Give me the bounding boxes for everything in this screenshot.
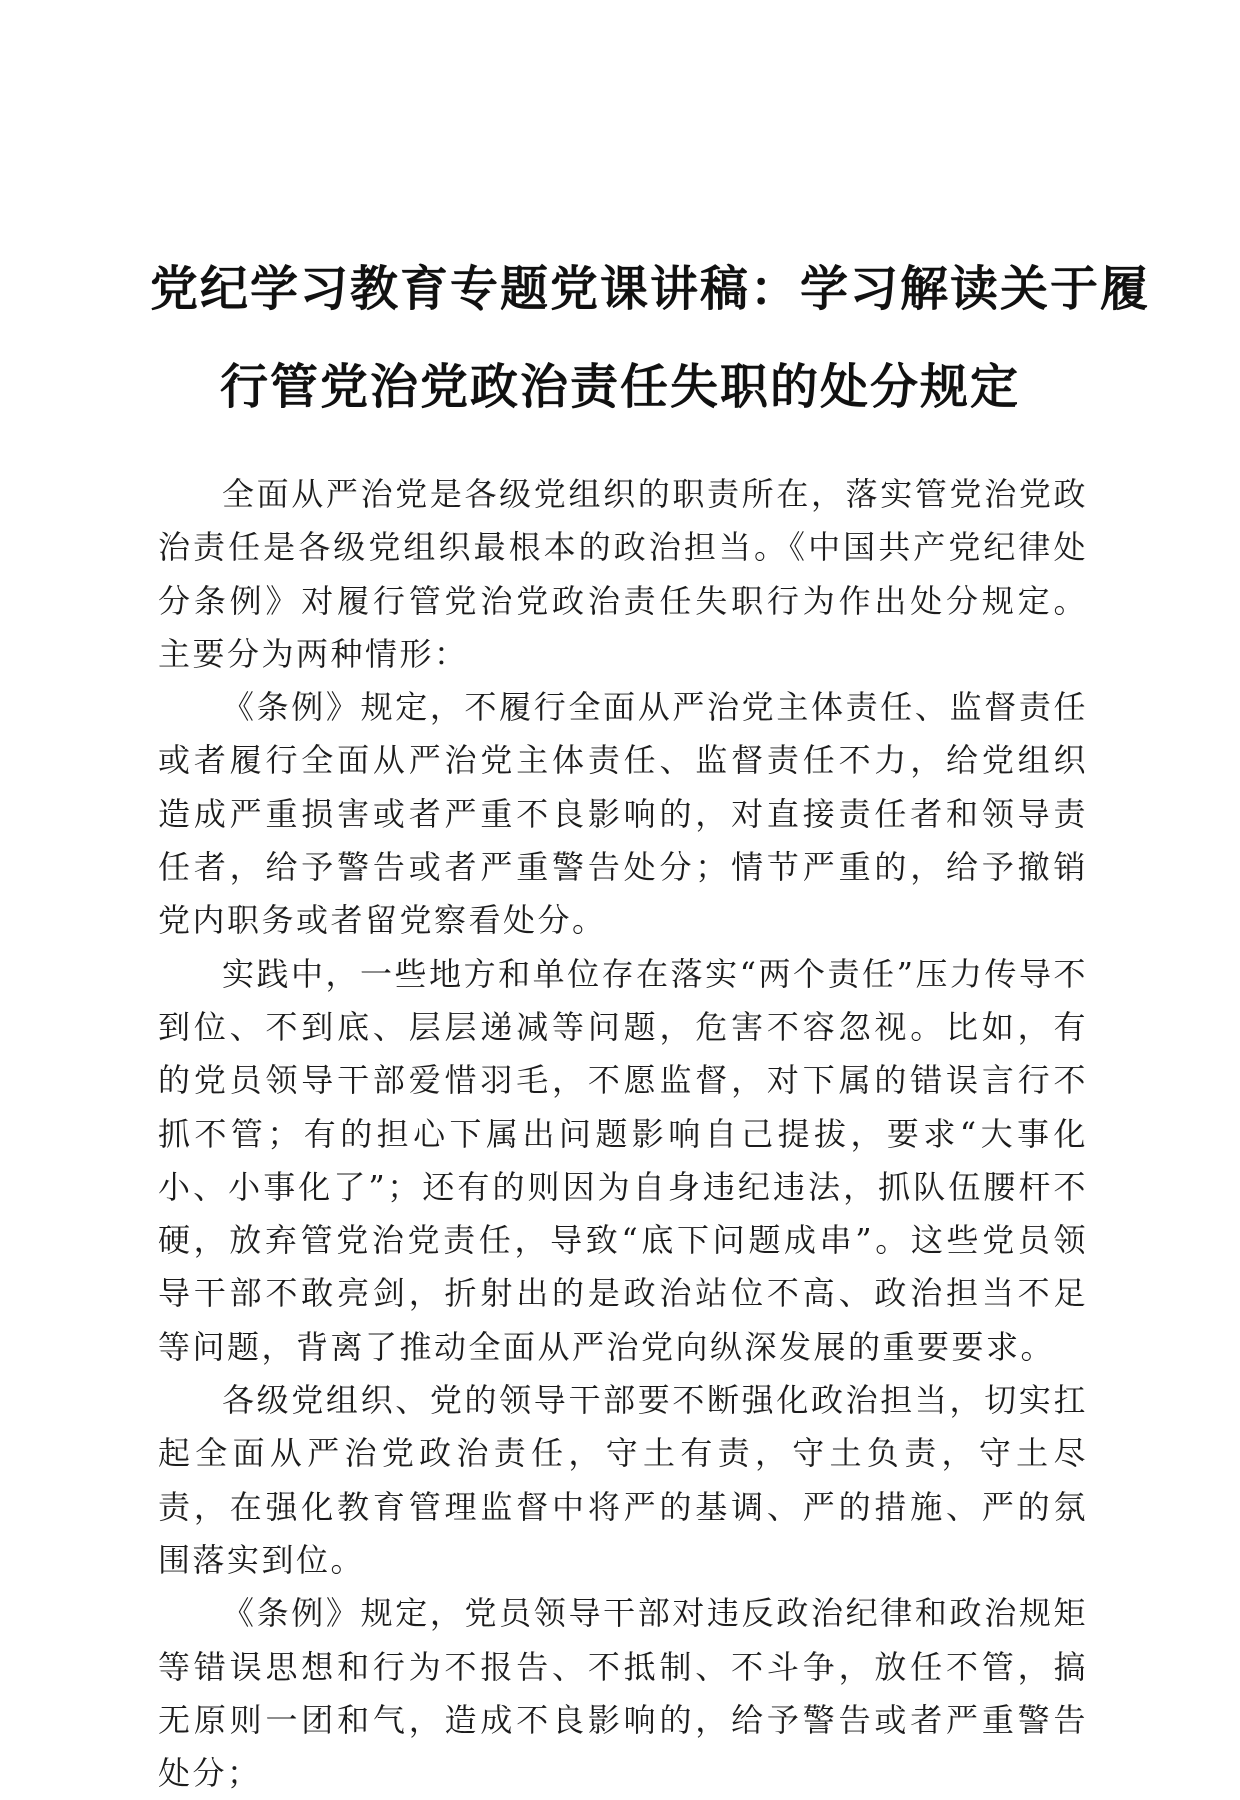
paragraph-2: 《条例》规定，不履行全面从严治党主体责任、监督责任或者履行全面从严治党主体责任、监督责任不力，给党组织造成严重损害或者严重不良影响的，对直接责任者和领导责任者，给予警告或者严重警告处分；情节严重的，给予撤销党内职务或者留党察看处分。	[158, 688, 1088, 940]
paragraph-1: 全面从严治党是各级党组织的职责所在，落实管党治党政治责任是各级党组织最根本的政治担当。《中国共产党纪律处分条例》对履行管党治党政治责任失职行为作出处分规定。主要分为两种情形：	[158, 475, 1088, 673]
title-line-2: 行管党治党政治责任失职的处分规定	[219, 359, 1020, 415]
paragraph-3: 实践中，一些地方和单位存在落实“两个责任”压力传导不到位、不到底、层层递减等问题，危害不容忽视。比如，有的党员领导干部爱惜羽毛，不愿监督，对下属的错误言行不抓不管；有的担心下属出问题影响自己提拔，要求“大事化小、小事化了”；还有的则因为自身违纪违法，抓队伍腰杆不硬，放弃管党治党责任，导致“底下问题成串”。这些党员领导干部不敢亮剑，折射出的是政治站位不高、政治担当不足等问题，背离了推动全面从严治党向纵深发展的重要要求。	[158, 954, 1088, 1366]
title-line-1: 党纪学习教育专题党课讲稿：学习解读关于履	[150, 261, 1151, 317]
paragraph-5: 《条例》规定，党员领导干部对违反政治纪律和政治规矩等错误思想和行为不报告、不抵制、不斗争，放任不管，搞无原则一团和气，造成不良影响的，给予警告或者严重警告处分；	[158, 1594, 1088, 1793]
document-body	[158, 468, 1088, 1800]
paragraph-4: 各级党组织、党的领导干部要不断强化政治担当，切实扛起全面从严治党政治责任，守土有责，守土负责，守土尽责，在强化教育管理监督中将严的基调、严的措施、严的氛围落实到位。	[158, 1381, 1088, 1579]
document-title	[150, 240, 1151, 436]
